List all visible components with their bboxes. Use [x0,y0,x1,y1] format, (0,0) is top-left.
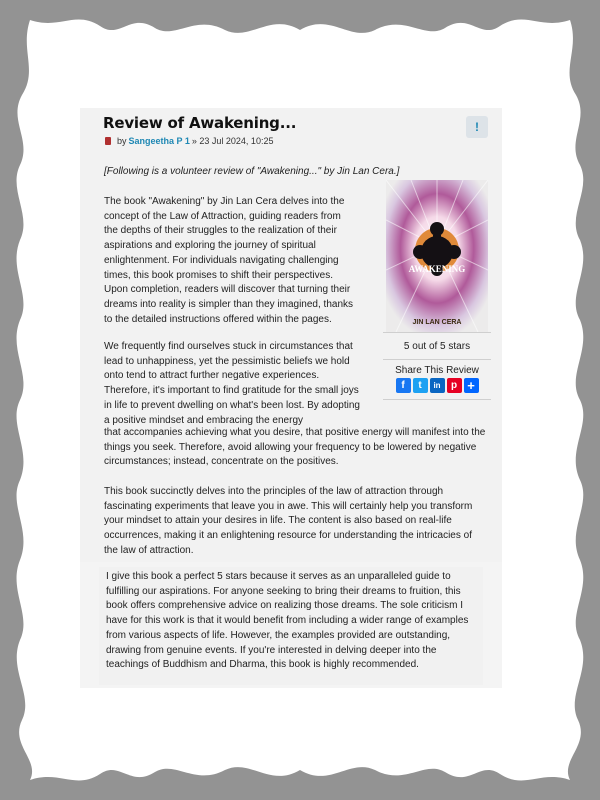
post-meta [105,136,273,146]
divider [383,399,491,400]
author-link[interactable]: Sangeetha P 1 [128,136,190,146]
post-date: » 23 Jul 2024, 10:25 [191,136,274,146]
rating-share-panel [383,332,491,400]
book-cover-title: AWAKENING [408,264,466,274]
book-cover-image[interactable] [386,180,488,332]
post-icon [105,137,111,145]
review-paragraph: This book succinctly delves into the principles of the law of attraction through fascinating experiments that leave you in awe. This will certainly help you transform your mindset to attain your desires in life. The content is also based on real-life occurrences, making it an enlightening resource for understanding the intricacies of the law of attraction. [104,486,473,556]
report-button[interactable]: ! [466,116,488,138]
share-label: Share This Review [395,365,479,376]
share-icons [383,376,491,399]
post-title[interactable]: Review of Awakening... [103,114,297,132]
facebook-icon[interactable]: f [396,378,411,393]
review-paragraph: that accompanies achieving what you desire, that positive energy will manifest into the things you seek. Therefore, avoid allowing your frequency to be lowered by negative circumstances; instead, concentrate on the positives. [104,427,486,468]
book-cover-author: JIN LAN CERA [412,319,462,326]
meta-by-label: by [117,136,127,146]
rating-text: 5 out of 5 stars [403,341,471,352]
add-share-icon[interactable]: + [464,378,479,393]
linkedin-icon[interactable]: in [430,378,445,393]
pinterest-icon[interactable]: p [447,378,462,393]
review-paragraph: We frequently find ourselves stuck in circumstances that lead to unhappiness, yet the pessimistic beliefs we hold onto tend to attract further negative experiences. Therefore, it's important to find gratitude for the small joys in life to prevent dwelling on what's been lost. By adopting a positive mindset and embracing the energy [104,341,360,426]
twitter-icon[interactable]: t [413,378,428,393]
review-card [80,108,502,688]
review-paragraph: The book "Awakening" by Jin Lan Cera delves into the concept of the Law of Attraction, guiding readers from the depths of their struggles to the realization of their aspirations and exploring the journey of spiritual enlightenment. For individuals navigating challenging times, this book promises to shift their perspectives. Upon completion, readers will discover that turning their dreams into reality is simpler than they imagined, thanks to the detailed instructions offered within the pages. [104,196,354,325]
review-conclusion: I give this book a perfect 5 stars because it serves as an unparalleled guide to fulfilling our aspirations. For anyone seeking to bring their dreams to fruition, this book offers comprehensive advice on realizing those dreams. The sole criticism I have for this work is that it would benefit from including a wider range of examples from various aspects of life. However, the examples provided are outstanding, drawing from genuine events. If you're interested in delving deeper into the teachings of Buddhism and Dharma, this book is highly recommended. [106,571,469,671]
review-intro: [Following is a volunteer review of "Awakening..." by Jin Lan Cera.] [104,166,400,177]
review-conclusion-box [99,567,483,685]
